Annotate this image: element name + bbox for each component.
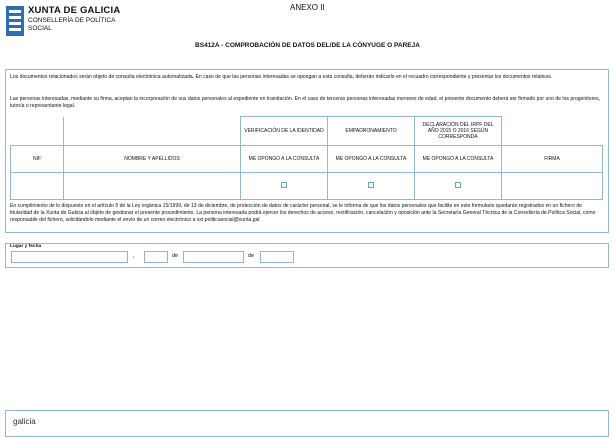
document-title: BS412A - COMPROBACIÓN DE DATOS DEL/DE LA CÓNYUGE O PAREJA — [195, 42, 420, 49]
header-nif: NIF — [11, 146, 64, 173]
header-irpf: DECLARACIÓN DEL IRPF DEL AÑO 2015 O 2016 SEGÚN CORRESPONDA — [415, 117, 502, 146]
header-name: NOMBRE Y APELLIDOS — [64, 146, 241, 173]
header-signature: FIRMA — [502, 146, 603, 173]
header-oppose-identity: ME OPONGO A LA CONSULTA — [241, 146, 328, 173]
annex-label: ANEXO II — [290, 3, 325, 12]
header-oppose-irpf: ME OPONGO A LA CONSULTA — [415, 146, 502, 173]
org-name: XUNTA DE GALICIA — [28, 5, 121, 16]
galicia-logo: galicia — [13, 417, 36, 426]
department-line-2: SOCIAL — [28, 25, 52, 32]
comma-separator: , — [133, 253, 135, 259]
nif-cell[interactable] — [11, 173, 64, 200]
name-cell[interactable] — [64, 173, 241, 200]
de-separator-2: de — [248, 253, 255, 259]
table-row — [11, 173, 603, 200]
footer-bar — [5, 410, 609, 437]
legal-notice: En cumplimiento de lo dispuesto en el artículo 5 de la Ley orgánica 15/1999, de 13 de diciembre, de protección de datos de carácter personal, se le informa de que los datos personales que facilite en este formulario quedarán registrados en un fichero de titularidad de la Xunta de Galicia al objeto de gestionar el presente procedimiento. La persona interesada podrá ejercer los derechos de acceso, rectificación, cancelación y oposición ante la Secretaría General Técnica de la Consellería de Política Social, como responsable del fichero, solicitándolo mediante el envío de un correo electrónico a sxt.politicasocial@xunta.gal — [10, 203, 596, 223]
day-input[interactable] — [144, 251, 168, 263]
table-group-header-row — [11, 117, 603, 146]
de-separator-1: de — [172, 253, 179, 259]
month-input[interactable] — [183, 251, 244, 263]
header-census: EMPADRONAMIENTO — [328, 117, 415, 146]
signature-cell[interactable] — [502, 173, 603, 200]
intro-paragraph-1: Los documentos relacionados serán objeto de consulta electrónica automatizada. En caso de que las personas interesadas se opongan a esta consulta, deberán indicarlo en el recuadro correspondiente y presentar los documentos relativos. — [10, 74, 553, 80]
department-line-1: CONSELLERÍA DE POLÍTICA — [28, 17, 116, 24]
oppose-identity-checkbox[interactable] — [281, 182, 287, 188]
year-input[interactable] — [260, 251, 294, 263]
table-column-header-row — [11, 146, 603, 173]
oppose-irpf-checkbox[interactable] — [455, 182, 461, 188]
org-department — [28, 17, 128, 33]
consent-table — [10, 116, 603, 200]
header-oppose-census: ME OPONGO A LA CONSULTA — [328, 146, 415, 173]
xunta-logo-icon — [6, 6, 24, 36]
place-input[interactable] — [11, 251, 128, 263]
oppose-census-checkbox[interactable] — [368, 182, 374, 188]
intro-paragraph-2: Las personas interesadas, mediante su firma, aceptan la incorporación de sus datos personales al expediente en tramitación. En el caso de terceras personas interesadas menores de edad, el presente documento deberá ser firmado por uno de los progenitores, tutor/a o representante legal. — [10, 96, 601, 109]
header-identity: VERIFICACIÓN DE LA IDENTIDAD — [241, 117, 328, 146]
place-date-label: Lugar y fecha — [10, 244, 42, 249]
